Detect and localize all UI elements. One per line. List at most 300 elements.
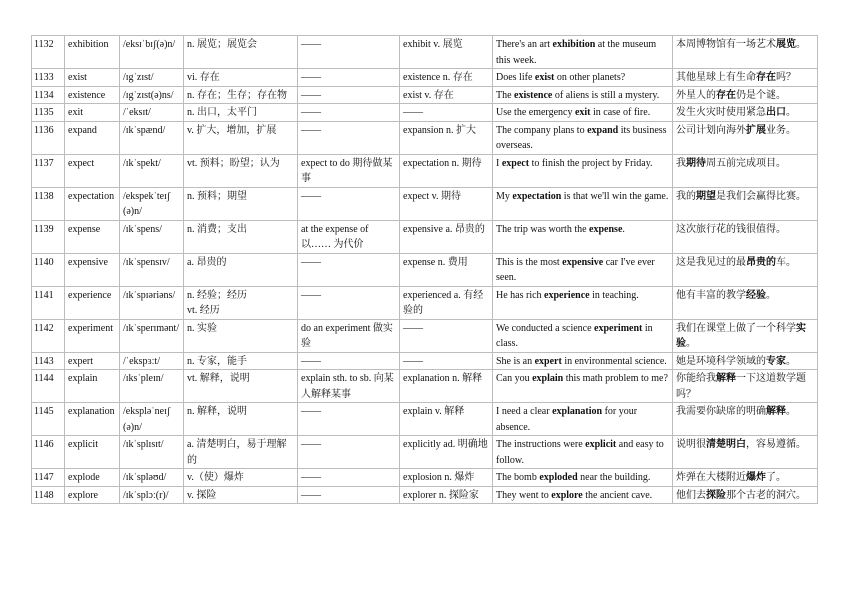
entry-example (493, 403, 673, 436)
entry-phon-text: /ˈekspɜːt/ (123, 355, 160, 367)
entry-phon-text: /ɪkˈspænd/ (123, 124, 166, 136)
entry-definition (184, 319, 298, 352)
entry-word-text: expense (68, 223, 101, 235)
entry-number (32, 253, 65, 286)
entry-phon-text: /ɪgˈzɪst(ə)ns/ (123, 89, 174, 101)
entry-phon-text: /ˈeksɪt/ (123, 107, 151, 118)
entry-definition (184, 253, 298, 286)
entry-phrase-text: —— (301, 439, 321, 450)
table-row (32, 187, 818, 220)
entry-def-text: vt. 预料；盼望；认为 (187, 157, 280, 169)
entry-translation (673, 104, 818, 122)
translation-keyword: 爆炸 (746, 472, 766, 483)
entry-num-text: 1140 (34, 256, 54, 268)
entry-tr-pre-text: 他有丰富的教学 (676, 289, 746, 301)
entry-deriv-text: explanation n. 解释 (403, 373, 483, 384)
entry-number (32, 436, 65, 469)
entry-phon-text: /ekspekˈteɪʃ(ə)n/ (123, 190, 171, 217)
entry-definition (184, 220, 298, 253)
entry-ex-pre-text: The instructions were (496, 439, 586, 450)
example-keyword: expect (501, 157, 530, 169)
entry-translation (673, 436, 818, 469)
entry-word-text: expectation (68, 190, 115, 202)
entry-example (493, 469, 673, 487)
entry-word (65, 104, 120, 122)
entry-tr-pre-text: 其他星球上有生命 (676, 72, 756, 83)
entry-number (32, 286, 65, 319)
entry-def-text: a. 昂贵的 (187, 256, 227, 268)
entry-def-text: n. 预料；期望 (187, 190, 247, 202)
entry-phonetic (120, 403, 184, 436)
example-keyword: experience (544, 289, 590, 301)
table-row (32, 319, 818, 352)
entry-def-text: n. 实验 (187, 322, 217, 334)
entry-phrase-text: at the expense of 以…… 为代价 (301, 223, 369, 250)
entry-tr-pre-text: 说明很 (676, 439, 706, 450)
translation-keyword: 存在 (716, 89, 736, 101)
entry-deriv-text: —— (403, 355, 423, 367)
translation-keyword: 昂贵的 (746, 256, 776, 268)
entry-word (65, 469, 120, 487)
entry-tr-post-text: 。 (786, 355, 796, 367)
entry-tr-pre-text: 这次旅行花的钱很值得。 (676, 223, 786, 235)
table-row (32, 36, 818, 69)
entry-tr-post-text: 车。 (776, 256, 796, 268)
entry-phonetic (120, 436, 184, 469)
entry-phrase (298, 187, 400, 220)
entry-tr-post-text: 业务。 (766, 124, 796, 136)
entry-definition (184, 154, 298, 187)
entry-phonetic (120, 36, 184, 69)
entry-word (65, 436, 120, 469)
entry-phrase (298, 154, 400, 187)
entry-phon-text: /ɪkˈsplɪsɪt/ (123, 439, 164, 450)
entry-definition (184, 469, 298, 487)
entry-phon-text: /ɪkˈsplɔː(r)/ (123, 489, 169, 501)
translation-keyword: 解释 (766, 406, 786, 417)
vocabulary-table-body (32, 36, 818, 504)
entry-phrase (298, 403, 400, 436)
entry-def-text: n. 消费；支出 (187, 223, 247, 235)
entry-tr-post-text: 。 (786, 406, 796, 417)
entry-translation (673, 286, 818, 319)
entry-tr-post-text: 。 (766, 289, 776, 301)
entry-word (65, 69, 120, 87)
entry-ex-pre-text: I (496, 157, 502, 169)
entry-derivative (400, 36, 493, 69)
entry-word (65, 86, 120, 104)
entry-tr-pre-text: 我 (676, 157, 686, 169)
entry-definition (184, 36, 298, 69)
entry-definition (184, 86, 298, 104)
entry-deriv-text: —— (403, 322, 423, 334)
entry-word-text: experience (68, 289, 112, 301)
entry-ex-pre-text: He has rich (496, 289, 545, 301)
entry-def-text: vi. 存在 (187, 72, 220, 83)
entry-tr-pre-text: 我们在课堂上做了一个科学 (676, 322, 796, 334)
entry-tr-pre-text: 我的 (676, 190, 696, 202)
entry-tr-pre-text: 发生火灾时使用紧急 (676, 107, 766, 118)
entry-deriv-text: exhibit v. 展览 (403, 39, 463, 50)
entry-definition (184, 370, 298, 403)
entry-phrase (298, 253, 400, 286)
entry-deriv-text: expansion n. 扩大 (403, 124, 477, 136)
entry-ex-post-text: its business overseas. (496, 124, 667, 151)
entry-derivative (400, 220, 493, 253)
entry-def-text: v. 探险 (187, 489, 217, 501)
entry-num-text: 1142 (34, 322, 54, 334)
entry-translation (673, 486, 818, 504)
entry-translation (673, 319, 818, 352)
entry-ex-post-text: this math problem to me? (563, 373, 668, 384)
entry-phon-text: /ɪksˈpleɪn/ (123, 373, 164, 384)
entry-tr-pre-text: 她是环境科学领域的 (676, 355, 766, 367)
entry-ex-post-text: in environmental science. (561, 355, 667, 367)
entry-definition (184, 121, 298, 154)
entry-number (32, 352, 65, 370)
entry-definition (184, 403, 298, 436)
entry-number (32, 104, 65, 122)
entry-derivative (400, 436, 493, 469)
entry-word (65, 286, 120, 319)
vocabulary-table (31, 35, 818, 504)
entry-phonetic (120, 352, 184, 370)
entry-phrase-text: —— (301, 190, 321, 202)
entry-phonetic (120, 154, 184, 187)
entry-def-text: a. 清楚明白，易于理解的 (187, 439, 287, 466)
table-row (32, 154, 818, 187)
example-keyword: explanation (552, 406, 603, 417)
entry-phrase (298, 36, 400, 69)
entry-def-text: n. 解释，说明 (187, 406, 247, 417)
entry-example (493, 486, 673, 504)
entry-tr-pre-text: 外星人的 (676, 89, 716, 101)
entry-word (65, 187, 120, 220)
entry-phon-text: /ɪkˈspləʊd/ (123, 472, 167, 483)
entry-num-text: 1147 (34, 472, 54, 483)
entry-num-text: 1143 (34, 355, 54, 367)
entry-word-text: exit (68, 107, 83, 118)
entry-phrase (298, 370, 400, 403)
table-row (32, 121, 818, 154)
example-keyword: expert (534, 355, 562, 367)
entry-ex-post-text: near the building. (577, 472, 651, 483)
entry-tr-post-text: 是我们会赢得比赛。 (716, 190, 806, 202)
entry-phrase-text: —— (301, 89, 321, 101)
entry-phonetic (120, 253, 184, 286)
entry-num-text: 1144 (34, 373, 54, 384)
entry-example (493, 86, 673, 104)
entry-number (32, 154, 65, 187)
entry-number (32, 319, 65, 352)
entry-example (493, 286, 673, 319)
entry-example (493, 154, 673, 187)
entry-word (65, 121, 120, 154)
entry-number (32, 69, 65, 87)
entry-phrase-text: —— (301, 472, 321, 483)
entry-tr-pre-text: 炸弹在大楼附近 (676, 472, 746, 483)
entry-ex-post-text: for your absence. (496, 406, 638, 433)
example-keyword: existence (514, 89, 553, 101)
entry-deriv-text: explorer n. 探险家 (403, 489, 479, 501)
entry-def-text: v. 扩大，增加，扩展 (187, 124, 277, 136)
entry-def-text: v.（使）爆炸 (187, 472, 244, 483)
translation-keyword: 期待 (686, 157, 706, 169)
table-row (32, 86, 818, 104)
entry-translation (673, 86, 818, 104)
entry-word (65, 319, 120, 352)
entry-tr-post-text: ，容易遵循。 (746, 439, 806, 450)
entry-phonetic (120, 187, 184, 220)
translation-keyword: 展览 (776, 39, 796, 50)
entry-phonetic (120, 319, 184, 352)
entry-def-text: n. 展览；展览会 (187, 39, 257, 50)
entry-tr-pre-text: 这是我见过的最 (676, 256, 746, 268)
table-row (32, 469, 818, 487)
entry-ex-pre-text: There's an art (496, 39, 553, 50)
entry-number (32, 469, 65, 487)
example-keyword: explore (551, 489, 583, 501)
entry-word-text: explode (68, 472, 100, 483)
entry-word (65, 253, 120, 286)
example-keyword: explain (532, 373, 564, 384)
entry-ex-pre-text: The company plans to (496, 124, 588, 136)
entry-ex-pre-text: We conducted a science (496, 322, 595, 334)
entry-word (65, 220, 120, 253)
entry-num-text: 1134 (34, 89, 54, 101)
entry-phon-text: /eksɪˈbɪʃ(ə)n/ (123, 39, 176, 50)
entry-num-text: 1146 (34, 439, 54, 450)
entry-derivative (400, 286, 493, 319)
entry-word-text: explain (68, 373, 98, 384)
entry-word (65, 370, 120, 403)
table-row (32, 104, 818, 122)
entry-word-text: exhibition (68, 39, 109, 50)
entry-derivative (400, 104, 493, 122)
entry-tr-post-text: 那个古老的洞穴。 (726, 489, 806, 501)
entry-ex-post-text: in case of fire. (590, 107, 651, 118)
entry-ex-pre-text: This is the most (496, 256, 563, 268)
entry-tr-pre-text: 我需要你缺席的明确 (676, 406, 766, 417)
entry-definition (184, 352, 298, 370)
entry-derivative (400, 486, 493, 504)
entry-number (32, 403, 65, 436)
entry-example (493, 187, 673, 220)
entry-num-text: 1145 (34, 406, 54, 417)
entry-phonetic (120, 220, 184, 253)
entry-phon-text: /ɪkˈspensɪv/ (123, 256, 170, 268)
entry-phonetic (120, 469, 184, 487)
translation-keyword: 探险 (706, 489, 726, 501)
entry-derivative (400, 187, 493, 220)
entry-deriv-text: exist v. 存在 (403, 89, 454, 101)
table-row (32, 403, 818, 436)
entry-definition (184, 69, 298, 87)
entry-ex-pre-text: They went to (496, 489, 552, 501)
entry-translation (673, 469, 818, 487)
entry-example (493, 436, 673, 469)
entry-tr-post-text: 吗？ (776, 72, 796, 83)
entry-ex-pre-text: The bomb (496, 472, 540, 483)
entry-definition (184, 486, 298, 504)
entry-number (32, 220, 65, 253)
translation-keyword: 存在 (756, 72, 776, 83)
entry-word-text: explicit (68, 439, 98, 450)
entry-phrase (298, 104, 400, 122)
entry-phrase (298, 469, 400, 487)
entry-tr-pre-text: 本周博物馆有一场艺术 (676, 39, 776, 50)
entry-ex-pre-text: Does life (496, 72, 535, 83)
entry-tr-pre-text: 你能给我 (676, 373, 716, 384)
entry-phon-text: /ɪkˈspens/ (123, 223, 162, 235)
entry-translation (673, 69, 818, 87)
translation-keyword: 清楚明白 (706, 439, 746, 450)
entry-phrase (298, 319, 400, 352)
entry-word-text: experiment (68, 322, 113, 334)
entry-word-text: existence (68, 89, 106, 101)
entry-derivative (400, 403, 493, 436)
entry-phrase-text: —— (301, 124, 321, 136)
entry-phrase (298, 69, 400, 87)
entry-definition (184, 187, 298, 220)
entry-definition (184, 104, 298, 122)
table-row (32, 370, 818, 403)
entry-phonetic (120, 104, 184, 122)
example-keyword: exit (574, 107, 591, 118)
entry-ex-pre-text: The (496, 89, 515, 101)
example-keyword: expense (589, 223, 623, 235)
entry-num-text: 1133 (34, 72, 54, 83)
entry-example (493, 36, 673, 69)
entry-word (65, 486, 120, 504)
entry-ex-post-text: in teaching. (589, 289, 639, 301)
entry-translation (673, 253, 818, 286)
entry-deriv-text: explosion n. 爆炸 (403, 472, 475, 483)
entry-word-text: explore (68, 489, 98, 501)
entry-example (493, 370, 673, 403)
entry-number (32, 121, 65, 154)
entry-tr-post-text: 了。 (766, 472, 786, 483)
entry-example (493, 220, 673, 253)
example-keyword: explicit (585, 439, 617, 450)
entry-phrase (298, 220, 400, 253)
entry-translation (673, 403, 818, 436)
entry-ex-pre-text: I need a clear (496, 406, 553, 417)
entry-definition (184, 286, 298, 319)
entry-deriv-text: existence n. 存在 (403, 72, 473, 83)
entry-word (65, 352, 120, 370)
entry-phrase (298, 286, 400, 319)
entry-def-text: vt. 解释，说明 (187, 373, 250, 384)
entry-word (65, 36, 120, 69)
example-keyword: expectation (512, 190, 562, 202)
entry-phonetic (120, 69, 184, 87)
example-keyword: expand (587, 124, 619, 136)
entry-phrase (298, 486, 400, 504)
entry-num-text: 1141 (34, 289, 54, 301)
entry-number (32, 36, 65, 69)
entry-word-text: expect (68, 157, 95, 169)
entry-definition (184, 436, 298, 469)
entry-deriv-text: explicitly ad. 明确地 (403, 439, 488, 450)
entry-number (32, 370, 65, 403)
entry-phon-text: /ekspləˈneɪʃ(ə)n/ (123, 406, 171, 433)
entry-number (32, 486, 65, 504)
table-row (32, 436, 818, 469)
entry-deriv-text: expensive a. 昂贵的 (403, 223, 485, 235)
entry-ex-post-text: on other planets? (554, 72, 626, 83)
entry-ex-post-text: to finish the project by Friday. (529, 157, 653, 169)
example-keyword: exist (534, 72, 555, 83)
entry-translation (673, 370, 818, 403)
entry-deriv-text: experienced a. 有经验的 (403, 289, 484, 316)
example-keyword: exploded (539, 472, 578, 483)
entry-translation (673, 352, 818, 370)
entry-deriv-text: expect v. 期待 (403, 190, 461, 202)
entry-phrase-text: —— (301, 72, 321, 83)
entry-phrase (298, 436, 400, 469)
entry-tr-pre-text: 公司计划向海外 (676, 124, 746, 136)
entry-example (493, 69, 673, 87)
entry-example (493, 319, 673, 352)
entry-phrase (298, 352, 400, 370)
entry-phrase-text: —— (301, 489, 321, 501)
table-row (32, 220, 818, 253)
entry-translation (673, 121, 818, 154)
entry-phrase-text: —— (301, 107, 321, 118)
entry-word-text: expensive (68, 256, 108, 268)
entry-phrase-text: explain sth. to sb. 向某人解释某事 (301, 373, 394, 400)
entry-word-text: exist (68, 72, 87, 83)
entry-def-text: n. 存在；生存；存在物 (187, 89, 287, 101)
entry-ex-post-text: and easy to follow. (496, 439, 664, 466)
entry-tr-post-text: 周五前完成项目。 (706, 157, 786, 169)
entry-tr-post-text: 。 (796, 39, 806, 50)
entry-phrase-text: expect to do 期待做某事 (301, 157, 393, 184)
entry-phrase-text: —— (301, 355, 321, 367)
translation-keyword: 期望 (696, 190, 716, 202)
entry-example (493, 104, 673, 122)
entry-phrase-text: —— (301, 39, 321, 50)
entry-example (493, 121, 673, 154)
entry-phrase-text: —— (301, 256, 321, 268)
translation-keyword: 出口 (766, 107, 786, 118)
entry-num-text: 1132 (34, 39, 54, 50)
entry-deriv-text: expectation n. 期待 (403, 157, 482, 169)
entry-ex-post-text: at the museum this week. (496, 39, 657, 66)
entry-word (65, 403, 120, 436)
entry-derivative (400, 352, 493, 370)
table-row (32, 253, 818, 286)
entry-number (32, 86, 65, 104)
entry-num-text: 1135 (34, 107, 54, 118)
entry-ex-post-text: is that we'll win the game. (561, 190, 669, 202)
entry-ex-pre-text: My (496, 190, 513, 202)
entry-phon-text: /ɪkˈspekt/ (123, 157, 161, 169)
entry-derivative (400, 253, 493, 286)
entry-example (493, 352, 673, 370)
entry-ex-post-text: the ancient cave. (582, 489, 653, 501)
translation-keyword: 经验 (746, 289, 766, 301)
entry-tr-pre-text: 他们去 (676, 489, 706, 501)
translation-keyword: 解释 (716, 373, 736, 384)
entry-phrase (298, 86, 400, 104)
entry-word (65, 154, 120, 187)
entry-phrase-text: do an experiment 做实验 (301, 322, 393, 349)
entry-deriv-text: expense n. 费用 (403, 256, 468, 268)
entry-word-text: expert (68, 355, 93, 367)
example-keyword: expensive (562, 256, 604, 268)
